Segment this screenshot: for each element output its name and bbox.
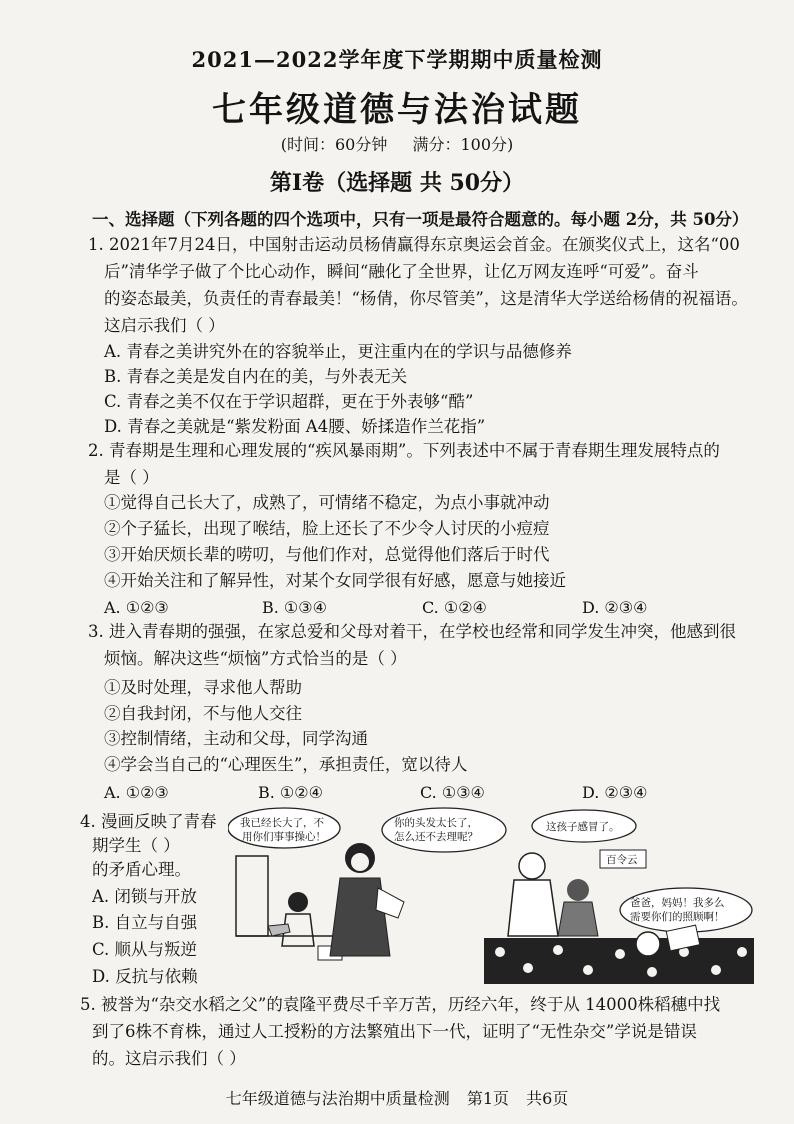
q2-option-b: B. ①③④: [262, 598, 327, 617]
q3-item-2: ②自我封闭，不与他人交往: [104, 704, 302, 723]
q1-line-2: 后”清华学子做了个比心动作，瞬间“融化了全世界，让亿万网友连呼“可爱”。奋斗: [104, 262, 699, 281]
q4-line-2: 期学生（ ）: [92, 836, 180, 855]
cartoon-left-panel: [228, 808, 506, 960]
bubble-mother-line-1: 你的头发太长了，: [394, 817, 478, 829]
q5-line-1: 5. 被誉为“杂交水稻之父”的袁隆平费尽千辛万苦，历经六年，终于从 14000株稻穗中找: [80, 995, 721, 1014]
parent-head: [567, 879, 589, 901]
sick-child-head: [636, 932, 660, 956]
q5-line-2: 到了6株不育株，通过人工授粉的方法繁殖出下一代，证明了“无性杂交”学说是错误: [92, 1022, 697, 1041]
medicine-sign-text: 百令云: [606, 854, 638, 866]
q1-line-1: 1. 2021年7月24日，中国射击运动员杨倩赢得东京奥运会首金。在颁奖仪式上，这名“00: [88, 235, 740, 254]
q1-option-a: A. 青春之美讲究外在的容貌举止，更注重内在的学识与品德修养: [104, 342, 572, 361]
q2-option-a: A. ①②③: [104, 598, 169, 617]
speech-bubble-child: [620, 888, 752, 932]
mother-face: [351, 853, 369, 871]
bubble-doctor-text: 这孩子感冒了。: [546, 821, 620, 833]
speech-bubble-mother: [382, 808, 506, 852]
bubble-boy-line-2: 用你们事事操心！: [242, 831, 326, 843]
q1-line-3: 的姿态最美，负责任的青春最美！“杨倩，你尽管美”，这是清华大学送给杨倩的祝福语。: [104, 289, 748, 308]
q2-option-c: C. ①②④: [422, 598, 487, 617]
flower-blanket: [484, 938, 754, 984]
q3-item-4: ④学会当自己的“心理医生”，承担责任，宽以待人: [104, 755, 468, 774]
q3-option-a: A. ①②③: [104, 783, 169, 802]
exam-full-score: 满分：100分): [412, 135, 514, 154]
q2-item-4: ④开始关注和了解异性，对某个女同学很有好感，愿意与她接近: [104, 571, 566, 590]
desk-lamp: [268, 924, 290, 936]
part-title: 第Ⅰ卷（选择题 共 50分）: [269, 170, 525, 196]
q1-line-4: 这启示我们（ ）: [104, 316, 225, 335]
q2-line-1: 2. 青春期是生理和心理发展的“疾风暴雨期”。下列表述中不属于青春期生理发展特点的: [88, 441, 720, 460]
exam-term-title: 2021—2022学年度下学期期中质量检测: [191, 47, 603, 72]
bubble-child-line-2: 需要你们的照顾啊！: [630, 911, 725, 923]
page-footer: [0, 1086, 794, 1109]
q4-option-c: C. 顺从与叛逆: [92, 940, 198, 959]
exam-subject-title: 七年级道德与法治试题: [212, 90, 582, 130]
q4-option-a: A. 闭锁与开放: [92, 887, 197, 906]
section-title: 一、选择题（下列各题的四个选项中，只有一项是最符合题意的。每小题 2分，共 50分）: [92, 210, 749, 229]
q4-line-1: 4. 漫画反映了青春: [80, 812, 217, 831]
boy-head: [288, 892, 308, 912]
q5-line-3: 的。这启示我们（ ）: [92, 1049, 246, 1068]
exam-time-score: [0, 132, 794, 155]
bubble-child-line-1: 爸爸，妈妈！我多么: [630, 897, 725, 909]
doctor-body: [508, 880, 558, 936]
exam-time: (时间：60分钟: [280, 135, 388, 154]
q4-option-d: D. 反抗与依赖: [92, 967, 198, 986]
q3-option-d: D. ②③④: [582, 783, 648, 802]
q1-option-c: C. 青春之美不仅在于学识超群，更在于外表够“酷”: [104, 392, 474, 411]
footer-page: 第1页: [466, 1089, 509, 1108]
doctor-head: [519, 853, 545, 879]
q2-item-1: ①觉得自己长大了，成熟了，可情绪不稳定，为点小事就冲动: [104, 493, 550, 512]
q2-option-d: D. ②③④: [582, 598, 648, 617]
cartoon-right-panel: [484, 810, 754, 984]
footer-subject: 七年级道德与法治期中质量检测: [225, 1089, 450, 1108]
q3-option-b: B. ①②④: [258, 783, 323, 802]
footer-total: 共6页: [526, 1089, 569, 1108]
q2-line-2: 是（ ）: [104, 468, 159, 487]
bubble-boy-line-1: 我已经长大了，不: [240, 817, 324, 829]
parent-body: [558, 902, 598, 936]
q4-cartoon: [228, 806, 756, 986]
q1-option-b: B. 青春之美是发自内在的美，与外表无关: [104, 367, 408, 386]
q2-item-3: ③开始厌烦长辈的唠叨，与他们作对，总觉得他们落后于时代: [104, 545, 550, 564]
q3-item-3: ③控制情绪，主动和父母，同学沟通: [104, 729, 368, 748]
q3-option-c: C. ①③④: [420, 783, 485, 802]
q3-line-2: 烦恼。解决这些“烦恼”方式恰当的是（ ）: [104, 649, 407, 668]
q1-option-d: D. 青春之美就是“紫发粉面 A4腰、娇揉造作兰花指”: [104, 417, 486, 436]
wall-frame: [236, 856, 268, 936]
q4-option-b: B. 自立与自强: [92, 913, 198, 932]
q3-item-1: ①及时处理，寻求他人帮助: [104, 678, 302, 697]
q3-line-1: 3. 进入青春期的强强，在家总爱和父母对着干，在学校也经常和同学发生冲突，他感到很: [88, 622, 736, 641]
bubble-mother-line-2: 怎么还不去理呢？: [394, 831, 478, 843]
q2-item-2: ②个子猛长，出现了喉结，脸上还长了不少令人讨厌的小痘痘: [104, 519, 550, 538]
q4-line-3: 的矛盾心理。: [92, 860, 191, 879]
